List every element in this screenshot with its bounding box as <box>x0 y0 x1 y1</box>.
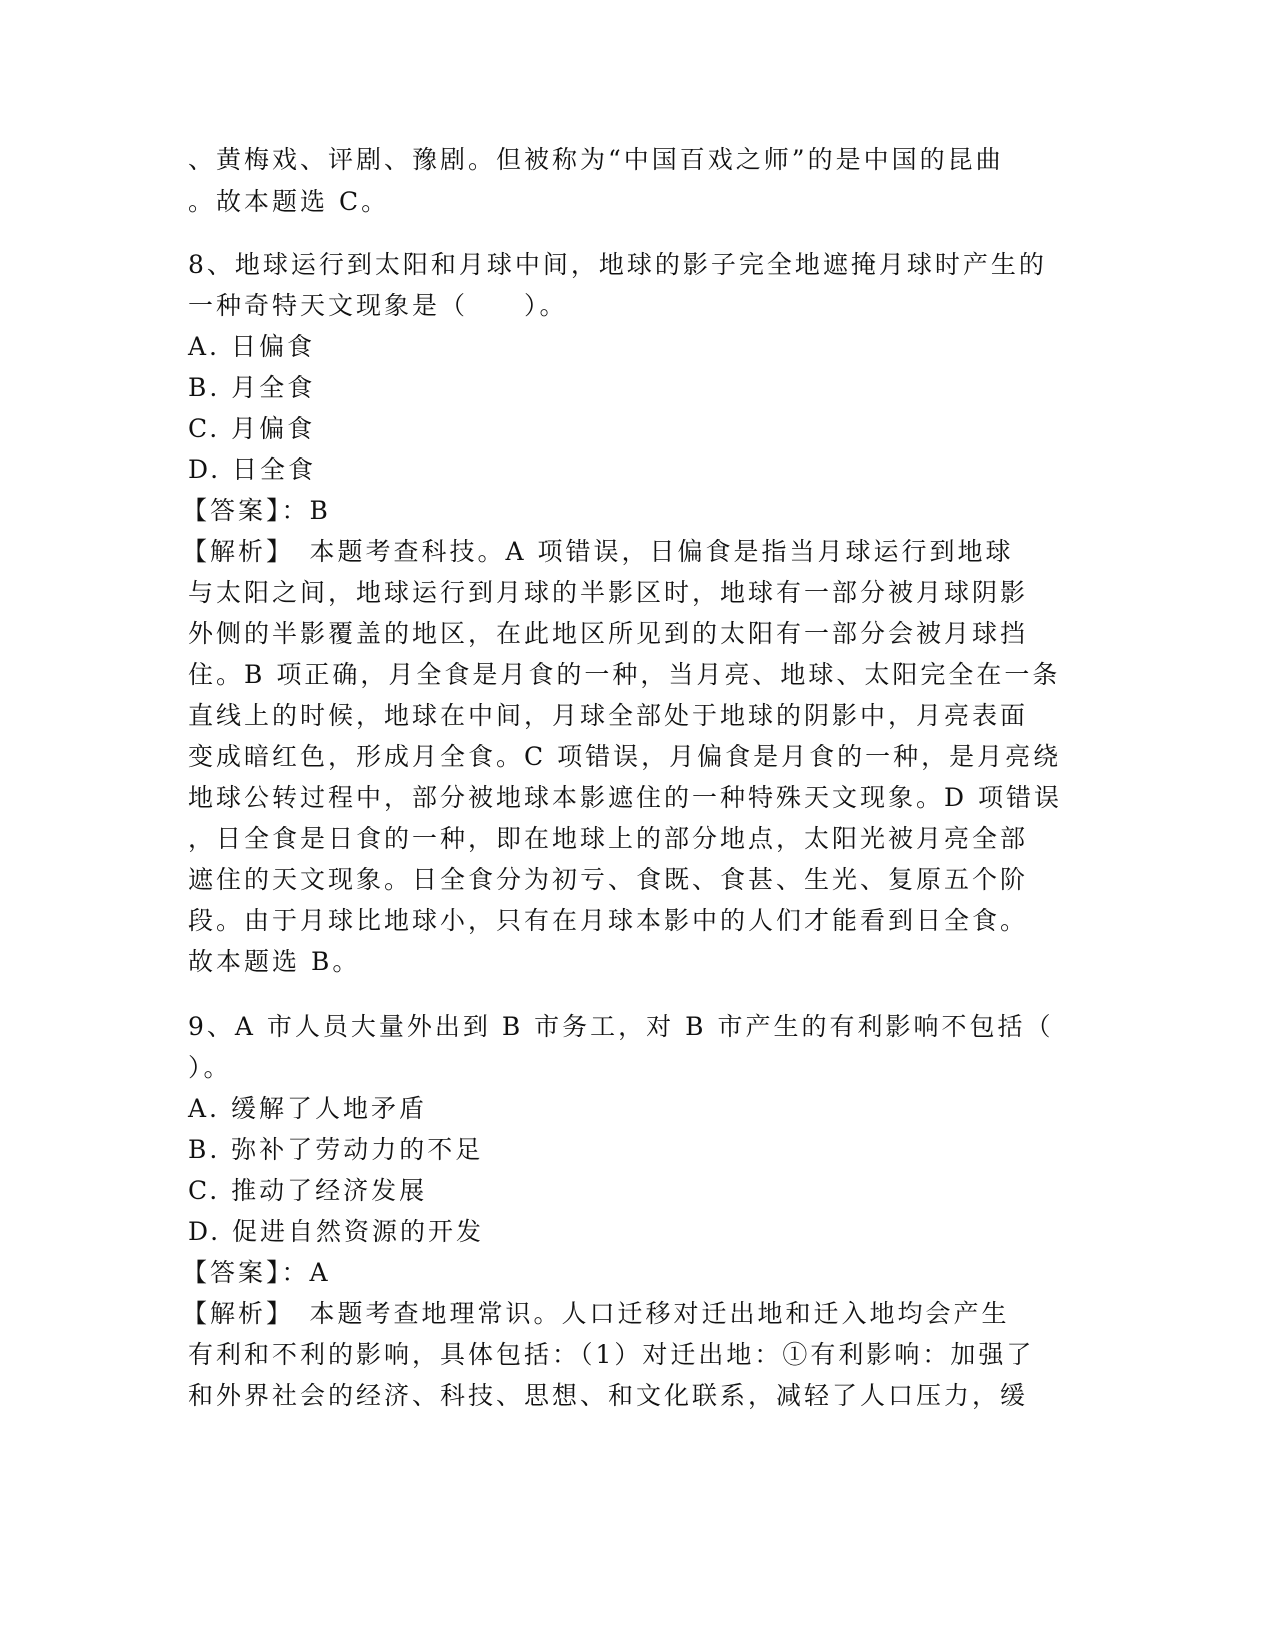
analysis-line: 与太阳之间，地球运行到月球的半影区时，地球有一部分被月球阴影 <box>188 578 1029 607</box>
option-c: C. 推动了经济发展 <box>188 1176 428 1205</box>
analysis-line: ，日全食是日食的一种，即在地球上的部分地点，太阳光被月亮全部 <box>188 824 1029 853</box>
analysis-line: 和外界社会的经济、科技、思想、和文化联系，减轻了人口压力，缓 <box>188 1381 1029 1410</box>
question-stem: 一种奇特天文现象是（ ）。 <box>188 291 568 320</box>
analysis-line: 变成暗红色，形成月全食。C 项错误，月偏食是月食的一种，是月亮绕 <box>188 742 1062 771</box>
analysis-line: 段。由于月球比地球小，只有在月球本影中的人们才能看到日全食。 <box>188 906 1029 935</box>
text-line: 、黄梅戏、评剧、豫剧。但被称为“中国百戏之师”的是中国的昆曲 <box>188 145 1004 174</box>
option-b: B. 月全食 <box>188 373 316 402</box>
option-b: B. 弥补了劳动力的不足 <box>188 1135 484 1164</box>
answer-line: 【答案】：A <box>182 1258 331 1287</box>
answer-line: 【答案】：B <box>182 496 331 525</box>
option-d: D. 日全食 <box>188 455 317 484</box>
analysis-line: 【解析】 本题考查地理常识。人口迁移对迁出地和迁入地均会产生 <box>182 1299 1010 1328</box>
analysis-line: 地球公转过程中，部分被地球本影遮住的一种特殊天文现象。D 项错误 <box>188 783 1062 812</box>
analysis-line: 有利和不利的影响，具体包括：（1）对迁出地：①有利影响：加强了 <box>188 1340 1035 1369</box>
question-stem: 9、A 市人员大量外出到 B 市务工，对 B 市产生的有利影响不包括（ <box>188 1012 1054 1041</box>
text-line: 。故本题选 C。 <box>188 187 390 216</box>
analysis-line: 【解析】 本题考查科技。A 项错误，日偏食是指当月球运行到地球 <box>182 537 1014 566</box>
option-d: D. 促进自然资源的开发 <box>188 1217 485 1246</box>
analysis-line: 住。B 项正确，月全食是月食的一种，当月亮、地球、太阳完全在一条 <box>188 660 1061 689</box>
option-c: C. 月偏食 <box>188 414 316 443</box>
analysis-line: 直线上的时候，地球在中间，月球全部处于地球的阴影中，月亮表面 <box>188 701 1029 730</box>
analysis-line: 遮住的天文现象。日全食分为初亏、食既、食甚、生光、复原五个阶 <box>188 865 1029 894</box>
option-a: A. 缓解了人地矛盾 <box>188 1094 427 1123</box>
analysis-line: 外侧的半影覆盖的地区，在此地区所见到的太阳有一部分会被月球挡 <box>188 619 1029 648</box>
option-a: A. 日偏食 <box>188 332 315 361</box>
question-stem: ）。 <box>188 1053 232 1082</box>
analysis-line: 故本题选 B。 <box>188 947 361 976</box>
question-stem: 8、地球运行到太阳和月球中间，地球的影子完全地遮掩月球时产生的 <box>188 250 1047 279</box>
